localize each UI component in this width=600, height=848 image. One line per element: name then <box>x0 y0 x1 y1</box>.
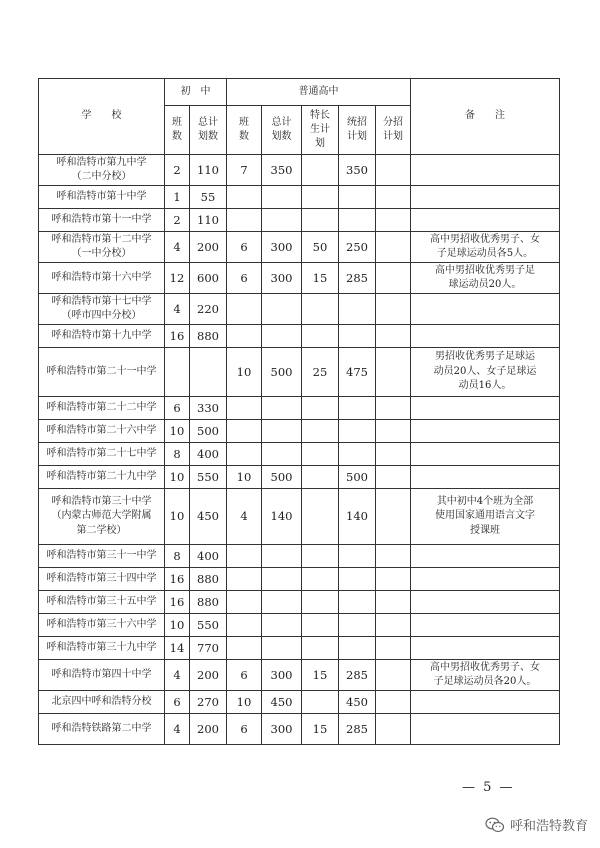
cell-unified-plan: 285 <box>339 263 376 294</box>
cell-separate-plan <box>376 591 411 614</box>
cell-school: 呼和浩特市第三十一中学 <box>39 545 165 568</box>
cell-junior-classes <box>165 348 190 397</box>
cell-senior-total: 300 <box>262 232 302 263</box>
cell-junior-classes: 8 <box>165 443 190 466</box>
cell-junior-total: 550 <box>190 614 227 637</box>
cell-junior-total: 500 <box>190 420 227 443</box>
cell-junior-total: 220 <box>190 294 227 325</box>
cell-junior-total: 880 <box>190 591 227 614</box>
cell-separate-plan <box>376 489 411 545</box>
cell-school: 呼和浩特市第三十九中学 <box>39 637 165 660</box>
cell-unified-plan <box>339 568 376 591</box>
cell-note <box>411 637 560 660</box>
cell-junior-classes: 4 <box>165 294 190 325</box>
header-senior-total: 总计 划数 <box>262 106 302 155</box>
cell-special-plan <box>302 420 339 443</box>
cell-senior-total <box>262 186 302 209</box>
cell-unified-plan <box>339 209 376 232</box>
cell-unified-plan: 500 <box>339 466 376 489</box>
cell-special-plan <box>302 637 339 660</box>
header-separate-plan: 分招 计划 <box>376 106 411 155</box>
table-row <box>39 325 560 348</box>
cell-special-plan <box>302 209 339 232</box>
cell-special-plan: 15 <box>302 263 339 294</box>
cell-senior-classes <box>227 614 262 637</box>
table-row <box>39 568 560 591</box>
cell-school: 呼和浩特市第三十中学 （内蒙古师范大学附属 第二学校） <box>39 489 165 545</box>
cell-unified-plan <box>339 637 376 660</box>
table-row <box>39 614 560 637</box>
table-row <box>39 420 560 443</box>
cell-unified-plan <box>339 443 376 466</box>
cell-note <box>411 591 560 614</box>
cell-junior-classes: 14 <box>165 637 190 660</box>
cell-junior-classes: 12 <box>165 263 190 294</box>
cell-senior-classes: 4 <box>227 489 262 545</box>
header-junior-total: 总计 划数 <box>190 106 227 155</box>
cell-separate-plan <box>376 294 411 325</box>
cell-separate-plan <box>376 420 411 443</box>
cell-senior-classes: 10 <box>227 691 262 714</box>
header-special-plan: 特长 生计 划 <box>302 106 339 155</box>
cell-separate-plan <box>376 397 411 420</box>
cell-separate-plan <box>376 714 411 745</box>
table-row <box>39 545 560 568</box>
page-number: — 5 — <box>462 780 515 795</box>
cell-separate-plan <box>376 660 411 691</box>
cell-note <box>411 443 560 466</box>
cell-unified-plan <box>339 545 376 568</box>
cell-special-plan <box>302 614 339 637</box>
cell-separate-plan <box>376 568 411 591</box>
wechat-icon <box>485 817 505 833</box>
cell-school: 呼和浩特市第十二中学 （一中分校） <box>39 232 165 263</box>
cell-junior-total: 880 <box>190 568 227 591</box>
table-row <box>39 348 560 397</box>
cell-school: 呼和浩特市第二十六中学 <box>39 420 165 443</box>
cell-unified-plan: 285 <box>339 660 376 691</box>
cell-junior-classes: 6 <box>165 397 190 420</box>
cell-junior-total: 200 <box>190 714 227 745</box>
cell-separate-plan <box>376 691 411 714</box>
cell-junior-classes: 10 <box>165 489 190 545</box>
cell-senior-classes: 6 <box>227 660 262 691</box>
cell-school: 呼和浩特铁路第二中学 <box>39 714 165 745</box>
cell-note <box>411 420 560 443</box>
table-row <box>39 443 560 466</box>
cell-junior-total: 200 <box>190 232 227 263</box>
cell-note <box>411 397 560 420</box>
cell-senior-classes <box>227 591 262 614</box>
cell-special-plan: 25 <box>302 348 339 397</box>
table-row <box>39 660 560 691</box>
cell-special-plan: 15 <box>302 660 339 691</box>
cell-unified-plan <box>339 325 376 348</box>
cell-note <box>411 545 560 568</box>
cell-junior-classes: 4 <box>165 232 190 263</box>
cell-junior-classes: 6 <box>165 691 190 714</box>
cell-separate-plan <box>376 614 411 637</box>
cell-note <box>411 568 560 591</box>
cell-unified-plan: 475 <box>339 348 376 397</box>
cell-unified-plan <box>339 591 376 614</box>
cell-special-plan: 15 <box>302 714 339 745</box>
cell-unified-plan: 250 <box>339 232 376 263</box>
cell-senior-classes <box>227 186 262 209</box>
table-row <box>39 489 560 545</box>
cell-senior-total <box>262 545 302 568</box>
cell-note: 高中男招收优秀男子、女 子足球运动员各5人。 <box>411 232 560 263</box>
cell-school: 呼和浩特市第十七中学 （呼市四中分校） <box>39 294 165 325</box>
header-senior: 普通高中 <box>227 79 411 106</box>
cell-junior-total: 200 <box>190 660 227 691</box>
cell-senior-classes <box>227 294 262 325</box>
cell-junior-total: 550 <box>190 466 227 489</box>
table-row <box>39 637 560 660</box>
cell-special-plan <box>302 397 339 420</box>
cell-school: 呼和浩特市第二十九中学 <box>39 466 165 489</box>
cell-junior-classes: 4 <box>165 714 190 745</box>
cell-special-plan: 50 <box>302 232 339 263</box>
cell-school: 北京四中呼和浩特分校 <box>39 691 165 714</box>
cell-senior-total: 300 <box>262 263 302 294</box>
cell-school: 呼和浩特市第三十四中学 <box>39 568 165 591</box>
cell-junior-classes: 1 <box>165 186 190 209</box>
cell-junior-classes: 10 <box>165 466 190 489</box>
cell-senior-total <box>262 325 302 348</box>
enrollment-plan-table <box>38 78 560 745</box>
cell-separate-plan <box>376 637 411 660</box>
table-row <box>39 466 560 489</box>
header-junior: 初 中 <box>165 79 227 106</box>
cell-senior-total <box>262 637 302 660</box>
cell-junior-total: 110 <box>190 209 227 232</box>
cell-note: 高中男招收优秀男子足 球运动员20人。 <box>411 263 560 294</box>
cell-separate-plan <box>376 443 411 466</box>
cell-junior-classes: 4 <box>165 660 190 691</box>
cell-senior-classes <box>227 637 262 660</box>
header-note: 备 注 <box>411 79 560 155</box>
cell-unified-plan <box>339 420 376 443</box>
cell-school: 呼和浩特市第十一中学 <box>39 209 165 232</box>
cell-senior-total <box>262 420 302 443</box>
cell-senior-total <box>262 443 302 466</box>
cell-junior-total: 330 <box>190 397 227 420</box>
table-row <box>39 209 560 232</box>
cell-senior-total <box>262 591 302 614</box>
cell-senior-total: 140 <box>262 489 302 545</box>
header-junior-classes: 班 数 <box>165 106 190 155</box>
cell-senior-classes <box>227 325 262 348</box>
cell-junior-classes: 2 <box>165 155 190 186</box>
cell-special-plan <box>302 489 339 545</box>
cell-note: 其中初中4个班为全部 使用国家通用语言文字 授课班 <box>411 489 560 545</box>
cell-junior-total: 400 <box>190 545 227 568</box>
cell-separate-plan <box>376 545 411 568</box>
table-row <box>39 155 560 186</box>
cell-junior-classes: 2 <box>165 209 190 232</box>
cell-junior-total: 450 <box>190 489 227 545</box>
cell-senior-total <box>262 397 302 420</box>
cell-unified-plan <box>339 397 376 420</box>
cell-school: 呼和浩特市第十六中学 <box>39 263 165 294</box>
cell-senior-classes: 6 <box>227 232 262 263</box>
cell-school: 呼和浩特市第三十五中学 <box>39 591 165 614</box>
cell-junior-total: 55 <box>190 186 227 209</box>
cell-junior-total: 270 <box>190 691 227 714</box>
cell-senior-classes <box>227 545 262 568</box>
cell-separate-plan <box>376 325 411 348</box>
cell-special-plan <box>302 186 339 209</box>
cell-senior-classes: 6 <box>227 263 262 294</box>
watermark <box>485 815 588 834</box>
cell-senior-total: 300 <box>262 714 302 745</box>
cell-senior-total: 300 <box>262 660 302 691</box>
table-row <box>39 714 560 745</box>
cell-junior-classes: 16 <box>165 568 190 591</box>
cell-note: 男招收优秀男子足球运 动员20人、女子足球运 动员16人。 <box>411 348 560 397</box>
cell-junior-classes: 10 <box>165 614 190 637</box>
cell-senior-total: 350 <box>262 155 302 186</box>
cell-note <box>411 325 560 348</box>
cell-senior-total: 500 <box>262 348 302 397</box>
header-school: 学 校 <box>39 79 165 155</box>
cell-note <box>411 186 560 209</box>
cell-school: 呼和浩特市第二十二中学 <box>39 397 165 420</box>
table-header <box>39 79 560 155</box>
cell-junior-total <box>190 348 227 397</box>
cell-school: 呼和浩特市第四十中学 <box>39 660 165 691</box>
cell-note <box>411 155 560 186</box>
cell-senior-classes <box>227 209 262 232</box>
cell-junior-total: 110 <box>190 155 227 186</box>
cell-senior-classes <box>227 420 262 443</box>
cell-unified-plan <box>339 186 376 209</box>
cell-special-plan <box>302 325 339 348</box>
cell-junior-total: 600 <box>190 263 227 294</box>
cell-special-plan <box>302 545 339 568</box>
cell-unified-plan: 140 <box>339 489 376 545</box>
cell-junior-classes: 8 <box>165 545 190 568</box>
header-unified-plan: 统招 计划 <box>339 106 376 155</box>
table-row <box>39 691 560 714</box>
cell-note <box>411 209 560 232</box>
cell-separate-plan <box>376 263 411 294</box>
cell-school: 呼和浩特市第十中学 <box>39 186 165 209</box>
table-row <box>39 294 560 325</box>
cell-unified-plan <box>339 614 376 637</box>
cell-separate-plan <box>376 466 411 489</box>
cell-separate-plan <box>376 348 411 397</box>
cell-special-plan <box>302 466 339 489</box>
cell-separate-plan <box>376 186 411 209</box>
cell-unified-plan: 285 <box>339 714 376 745</box>
cell-special-plan <box>302 591 339 614</box>
cell-senior-classes <box>227 568 262 591</box>
cell-note <box>411 614 560 637</box>
cell-senior-total: 450 <box>262 691 302 714</box>
cell-school: 呼和浩特市第二十一中学 <box>39 348 165 397</box>
table-body <box>39 155 560 745</box>
cell-note: 高中男招收优秀男子、女 子足球运动员各20人。 <box>411 660 560 691</box>
cell-junior-total: 770 <box>190 637 227 660</box>
cell-school: 呼和浩特市第十九中学 <box>39 325 165 348</box>
cell-separate-plan <box>376 155 411 186</box>
cell-school: 呼和浩特市第九中学 （二中分校） <box>39 155 165 186</box>
cell-senior-classes: 7 <box>227 155 262 186</box>
cell-note <box>411 691 560 714</box>
cell-separate-plan <box>376 209 411 232</box>
table-row <box>39 232 560 263</box>
cell-junior-classes: 16 <box>165 591 190 614</box>
cell-junior-classes: 16 <box>165 325 190 348</box>
cell-senior-classes: 10 <box>227 466 262 489</box>
cell-special-plan <box>302 155 339 186</box>
cell-special-plan <box>302 568 339 591</box>
table-row <box>39 591 560 614</box>
cell-unified-plan: 450 <box>339 691 376 714</box>
cell-unified-plan <box>339 294 376 325</box>
cell-senior-total <box>262 568 302 591</box>
cell-separate-plan <box>376 232 411 263</box>
cell-senior-classes: 10 <box>227 348 262 397</box>
table-row <box>39 397 560 420</box>
table-row <box>39 263 560 294</box>
header-senior-classes: 班 数 <box>227 106 262 155</box>
cell-senior-classes <box>227 397 262 420</box>
cell-note <box>411 714 560 745</box>
watermark-text: 呼和浩特教育 <box>509 819 588 834</box>
cell-junior-classes: 10 <box>165 420 190 443</box>
cell-note <box>411 466 560 489</box>
cell-senior-total <box>262 209 302 232</box>
cell-senior-classes: 6 <box>227 714 262 745</box>
cell-school: 呼和浩特市第三十六中学 <box>39 614 165 637</box>
cell-junior-total: 880 <box>190 325 227 348</box>
cell-unified-plan: 350 <box>339 155 376 186</box>
cell-junior-total: 400 <box>190 443 227 466</box>
cell-special-plan <box>302 443 339 466</box>
cell-note <box>411 294 560 325</box>
cell-senior-total: 500 <box>262 466 302 489</box>
table-row <box>39 186 560 209</box>
cell-school: 呼和浩特市第二十七中学 <box>39 443 165 466</box>
cell-senior-total <box>262 294 302 325</box>
cell-senior-total <box>262 614 302 637</box>
cell-special-plan <box>302 294 339 325</box>
cell-special-plan <box>302 691 339 714</box>
cell-senior-classes <box>227 443 262 466</box>
